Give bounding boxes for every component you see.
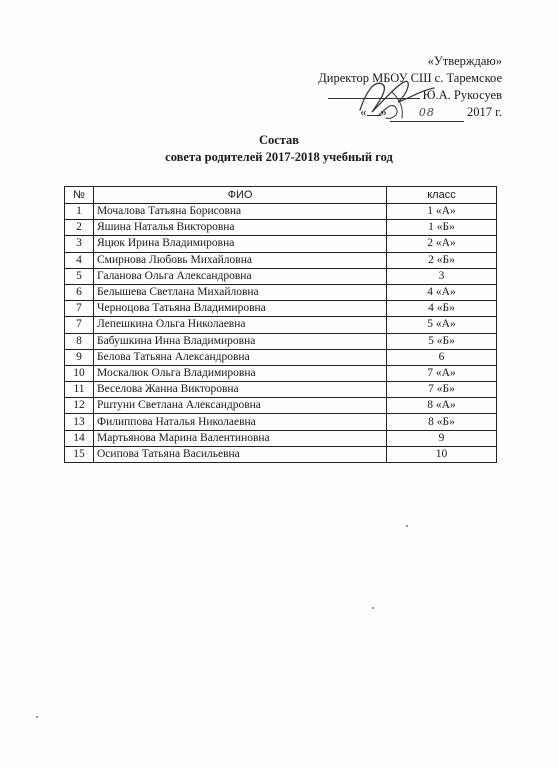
cell-num: 14 (65, 430, 94, 446)
cell-num: 11 (65, 382, 94, 398)
header-num: № (65, 187, 94, 204)
cell-name: Смирнова Любовь Михайловна (94, 252, 387, 268)
cell-class: 4 «Б» (387, 301, 497, 317)
table-row (65, 301, 497, 317)
cell-num: 12 (65, 398, 94, 414)
date-year: 2017 г. (467, 105, 502, 119)
cell-num: 8 (65, 333, 94, 349)
cell-name: Яшина Наталья Викторовна (94, 220, 387, 236)
scan-speck (36, 716, 38, 718)
cell-class: 7 «Б» (387, 382, 497, 398)
cell-class: 3 (387, 268, 497, 284)
table-row (65, 204, 497, 220)
cell-name: Черноцова Татьяна Владимировна (94, 301, 387, 317)
cell-name: Белышева Светлана Михайловна (94, 284, 387, 300)
cell-name: Галанова Ольга Александровна (94, 268, 387, 284)
cell-class: 5 «А» (387, 317, 497, 333)
approval-block (262, 53, 502, 122)
cell-num: 15 (65, 446, 94, 462)
cell-name: Мартьянова Марина Валентиновна (94, 430, 387, 446)
cell-name: Осипова Татьяна Васильевна (94, 446, 387, 462)
parents-council-table (64, 186, 497, 463)
cell-class: 7 «А» (387, 365, 497, 381)
date-day-blank (367, 115, 381, 116)
title-line-2: совета родителей 2017-2018 учебный год (165, 150, 393, 164)
cell-num: 7 (65, 317, 94, 333)
cell-num: 5 (65, 268, 94, 284)
cell-name: Филиппова Наталья Николаевна (94, 414, 387, 430)
scan-speck (372, 607, 374, 609)
cell-class: 10 (387, 446, 497, 462)
table-row (65, 446, 497, 462)
table-header-row (65, 187, 497, 204)
header-class: класс (387, 187, 497, 204)
cell-name: Яцюк Ирина Владимировна (94, 236, 387, 252)
cell-class: 8 «А» (387, 398, 497, 414)
cell-class: 4 «А» (387, 284, 497, 300)
cell-num: 13 (65, 414, 94, 430)
cell-name: Рштуни Светлана Александровна (94, 398, 387, 414)
table-row (65, 333, 497, 349)
date-month: 08 (390, 104, 464, 122)
table-row (65, 252, 497, 268)
table-row (65, 382, 497, 398)
table-row (65, 398, 497, 414)
document-title (0, 132, 558, 166)
scan-speck (406, 525, 408, 527)
cell-num: 1 (65, 204, 94, 220)
table-row (65, 236, 497, 252)
cell-num: 6 (65, 284, 94, 300)
director-title: Директор МБОУ СШ с. Таремское (318, 71, 502, 85)
cell-num: 4 (65, 252, 94, 268)
table-row (65, 284, 497, 300)
header-name: ФИО (94, 187, 387, 204)
cell-class: 6 (387, 349, 497, 365)
table-row (65, 365, 497, 381)
table-row (65, 414, 497, 430)
table-row (65, 430, 497, 446)
cell-name: Москалюк Ольга Владимировна (94, 365, 387, 381)
date-close-quote: » (380, 105, 387, 119)
cell-class: 2 «Б» (387, 252, 497, 268)
cell-name: Бабушкина Инна Владимировна (94, 333, 387, 349)
table-row (65, 349, 497, 365)
approval-heading: «Утверждаю» (427, 54, 502, 68)
director-name-line (262, 87, 502, 104)
date-open-quote: « (360, 105, 367, 119)
cell-num: 10 (65, 365, 94, 381)
cell-name: Мочалова Татьяна Борисовна (94, 204, 387, 220)
cell-num: 2 (65, 220, 94, 236)
cell-name: Лепешкина Ольга Николаевна (94, 317, 387, 333)
cell-class: 1 «А» (387, 204, 497, 220)
cell-class: 8 «Б» (387, 414, 497, 430)
cell-num: 7 (65, 301, 94, 317)
cell-class: 1 «Б» (387, 220, 497, 236)
approval-date (262, 104, 502, 122)
director-name: Ю.А. Рукосуев (422, 88, 502, 102)
cell-name: Веселова Жанна Викторовна (94, 382, 387, 398)
cell-num: 3 (65, 236, 94, 252)
title-line-1: Состав (258, 133, 300, 147)
cell-class: 9 (387, 430, 497, 446)
cell-class: 2 «А» (387, 236, 497, 252)
cell-num: 9 (65, 349, 94, 365)
cell-name: Белова Татьяна Александровна (94, 349, 387, 365)
table-body (65, 204, 497, 463)
cell-class: 5 «Б» (387, 333, 497, 349)
table-row (65, 220, 497, 236)
signature-blank (328, 98, 420, 99)
table-row (65, 317, 497, 333)
table-row (65, 268, 497, 284)
